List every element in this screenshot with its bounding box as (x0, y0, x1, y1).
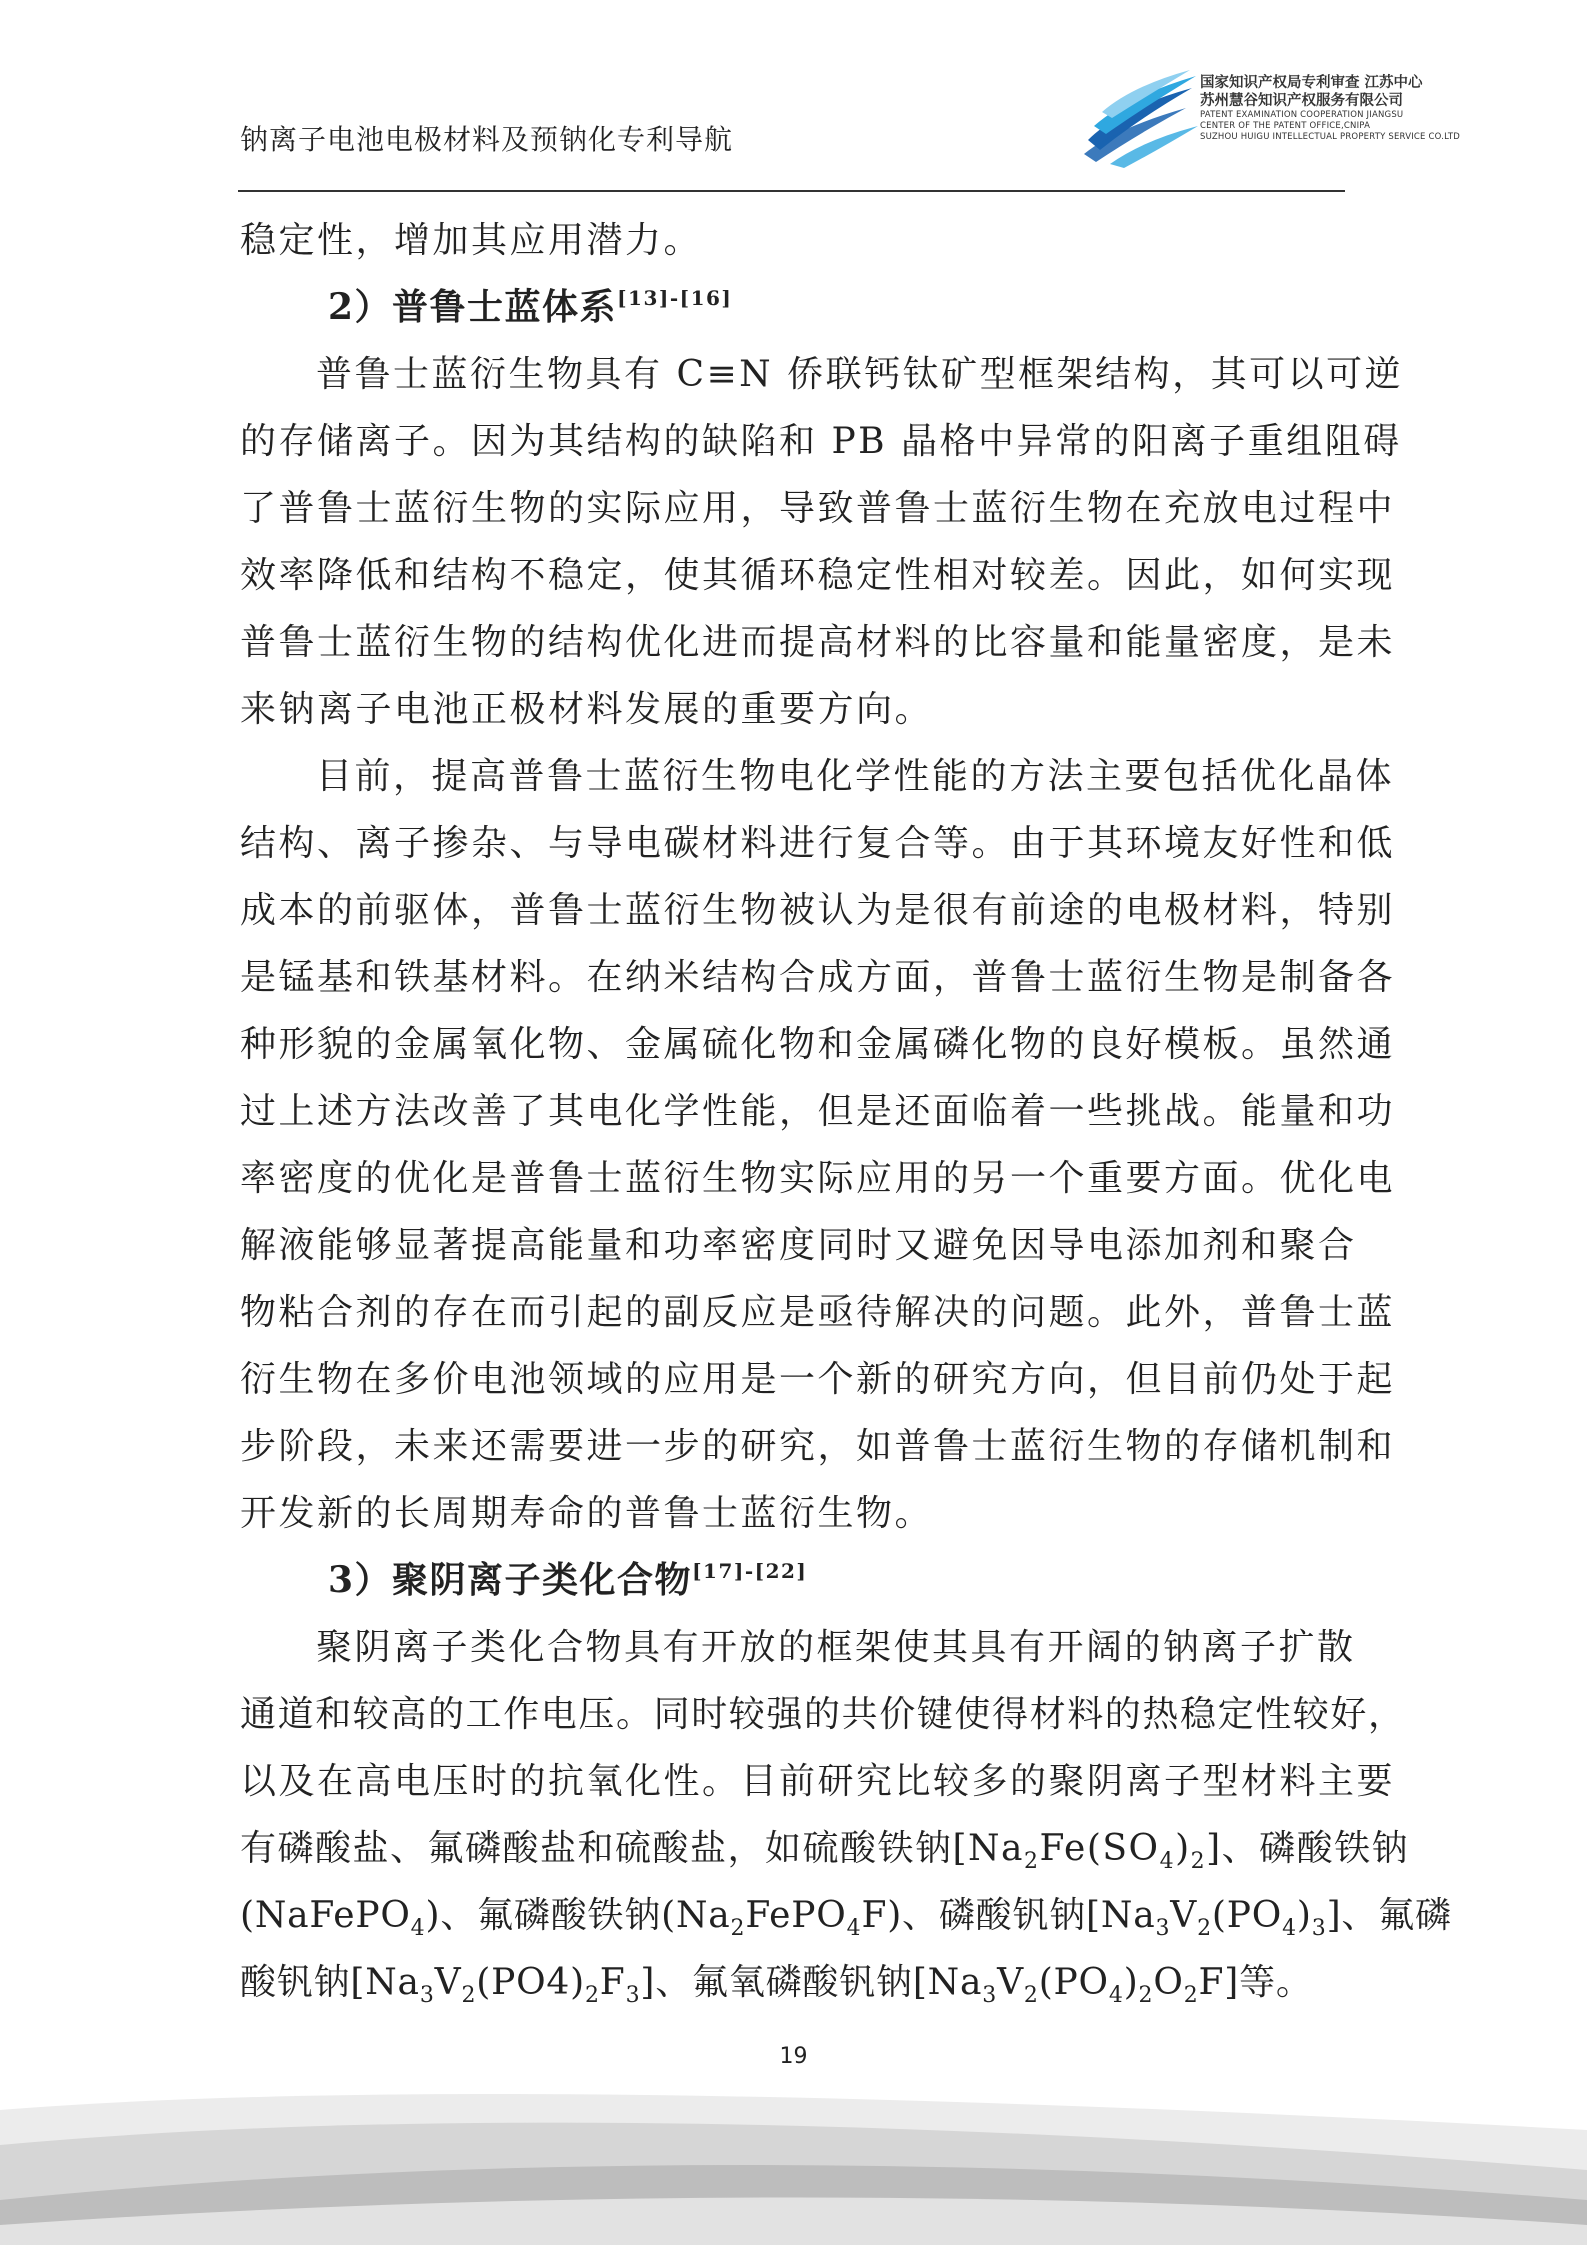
formula-text: FePO (745, 1895, 847, 1936)
formula-text: V (1170, 1895, 1198, 1936)
subscript: 3 (1155, 1916, 1171, 1941)
body-line: 普鲁士蓝衍生物的结构优化进而提高材料的比容量和能量密度，是未 (240, 622, 1396, 663)
body-line: 结构、离子掺杂、与导电碳材料进行复合等。由于其环境友好性和低 (240, 823, 1396, 864)
formula-text: (PO4) (476, 1962, 585, 2003)
organization-logo (1080, 68, 1461, 168)
subscript: 3 (419, 1983, 435, 2008)
subscript: 3 (625, 1983, 641, 2008)
subscript: 4 (410, 1916, 426, 1941)
formula-text: ]、氟磷 (1326, 1895, 1452, 1936)
subscript: 2 (1138, 1983, 1154, 2008)
document-body (240, 207, 1452, 2016)
formula-text: F]等。 (1198, 1962, 1313, 2003)
formula-text: ]、氟氧磷酸钒钠[Na (640, 1962, 983, 2003)
formula-text: V (997, 1962, 1024, 2003)
body-line: 聚阴离子类化合物具有开放的框架使其具有开阔的钠离子扩散 (316, 1627, 1356, 1668)
logo-text (1200, 74, 1461, 143)
formula-text: V (434, 1962, 462, 2003)
body-line: 过上述方法改善了其电化学性能，但是还面临着一些挑战。能量和功 (240, 1091, 1396, 1132)
subscript: 2 (1023, 1983, 1039, 2008)
subscript: 2 (730, 1916, 746, 1941)
formula-text: ) (1175, 1828, 1191, 1869)
logo-line-en-2: CENTER OF THE PATENT OFFICE,CNIPA (1200, 121, 1371, 131)
body-line: 以及在高电压时的抗氧化性。目前研究比较多的聚阴离子型材料主要 (240, 1761, 1396, 1802)
body-line: 了普鲁士蓝衍生物的实际应用，导致普鲁士蓝衍生物在充放电过程中 (240, 488, 1396, 529)
formula-text: Fe(SO (1039, 1828, 1160, 1869)
citation-ref: [13]-[16] (617, 286, 733, 310)
subscript: 4 (1159, 1849, 1176, 1874)
body-line: 稳定性，增加其应用潜力。 (240, 220, 703, 261)
formula-text: 酸钒钠[Na (240, 1962, 420, 2003)
body-line: 成本的前驱体，普鲁士蓝衍生物被认为是很有前途的电极材料，特别 (240, 890, 1396, 931)
body-line: 种形貌的金属氧化物、金属硫化物和金属磷化物的良好模板。虽然通 (240, 1024, 1396, 1065)
formula-text: F)、磷酸钒钠[Na (861, 1895, 1156, 1936)
formula-text: (PO (1038, 1962, 1109, 2003)
subscript: 2 (1183, 1983, 1199, 2008)
body-line: 开发新的长周期寿命的普鲁士蓝衍生物。 (240, 1493, 934, 1534)
body-line-formula (240, 1815, 1410, 1882)
logo-line-cn-1: 国家知识产权局专利审查 江苏中心 (1200, 75, 1423, 91)
body-line: 步阶段，未来还需要进一步的研究，如普鲁士蓝衍生物的存储机制和 (240, 1426, 1396, 1467)
heading-text: 3）聚阴离子类化合物 (328, 1559, 693, 1601)
body-line: 的存储离子。因为其结构的缺陷和 PB 晶格中异常的阳离子重组阻碍 (240, 421, 1402, 462)
body-line-formula (240, 1949, 1350, 2016)
formula-text: ]、磷酸铁钠 (1206, 1828, 1410, 1869)
body-line-formula (240, 1882, 1452, 1949)
body-line: 物粘合剂的存在而引起的副反应是亟待解决的问题。此外，普鲁士蓝 (240, 1292, 1396, 1333)
heading-text: 2）普鲁士蓝体系 (328, 286, 618, 328)
subscript: 3 (1311, 1916, 1327, 1941)
body-line: 通道和较高的工作电压。同时较强的共价键使得材料的热稳定性较好， (240, 1694, 1406, 1735)
body-line: 效率降低和结构不稳定，使其循环稳定性相对较差。因此，如何实现 (240, 555, 1396, 596)
body-line: 是锰基和铁基材料。在纳米结构合成方面，普鲁士蓝衍生物是制备各 (240, 957, 1396, 998)
formula-text: O (1153, 1962, 1184, 2003)
body-line: 普鲁士蓝衍生物具有 C≡N 侨联钙钛矿型框架结构，其可以可逆 (316, 354, 1404, 395)
formula-text: (PO (1211, 1895, 1283, 1936)
footer-decorative-swoosh (0, 2050, 1587, 2245)
citation-ref: [17]-[22] (692, 1559, 808, 1583)
body-line: 率密度的优化是普鲁士蓝衍生物实际应用的另一个重要方面。优化电 (240, 1158, 1396, 1199)
formula-text: )、氟磷酸铁钠(Na (425, 1895, 731, 1936)
swirl-wing-logo-icon (1080, 68, 1200, 168)
logo-line-en-3: SUZHOU HUIGU INTELLECTUAL PROPERTY SERVICE CO.LTD (1200, 132, 1461, 142)
document-header-title: 钠离子电池电极材料及预钠化专利导航 (240, 123, 734, 156)
section-heading-prussian-blue (240, 274, 1350, 341)
logo-line-en-1: PATENT EXAMINATION COOPERATION JIANGSU (1200, 110, 1404, 120)
subscript: 2 (461, 1983, 477, 2008)
section-heading-polyanion (240, 1547, 1350, 1614)
header-divider (238, 190, 1345, 192)
logo-line-cn-2: 苏州慧谷知识产权服务有限公司 (1200, 93, 1403, 109)
body-line: 解液能够显著提高能量和功率密度同时又避免因导电添加剂和聚合 (240, 1225, 1357, 1266)
body-line: 来钠离子电池正极材料发展的重要方向。 (240, 689, 934, 730)
formula-text: ) (1123, 1962, 1139, 2003)
subscript: 2 (584, 1983, 600, 2008)
formula-text: 有磷酸盐、氟磷酸盐和硫酸盐，如硫酸铁钠[Na (240, 1828, 1025, 1869)
formula-text: F (599, 1962, 626, 2003)
subscript: 2 (1024, 1849, 1040, 1874)
body-line: 目前，提高普鲁士蓝衍生物电化学性能的方法主要包括优化晶体 (316, 756, 1395, 797)
body-line: 衍生物在多价电池领域的应用是一个新的研究方向，但目前仍处于起 (240, 1359, 1396, 1400)
subscript: 3 (982, 1983, 998, 2008)
subscript: 2 (1190, 1849, 1207, 1874)
subscript: 4 (1108, 1983, 1124, 2008)
subscript: 4 (846, 1916, 862, 1941)
formula-text: (NaFePO (240, 1895, 411, 1936)
subscript: 2 (1197, 1916, 1212, 1941)
formula-text: ) (1296, 1895, 1312, 1936)
page-number: 19 (779, 2044, 808, 2069)
subscript: 4 (1282, 1916, 1297, 1941)
